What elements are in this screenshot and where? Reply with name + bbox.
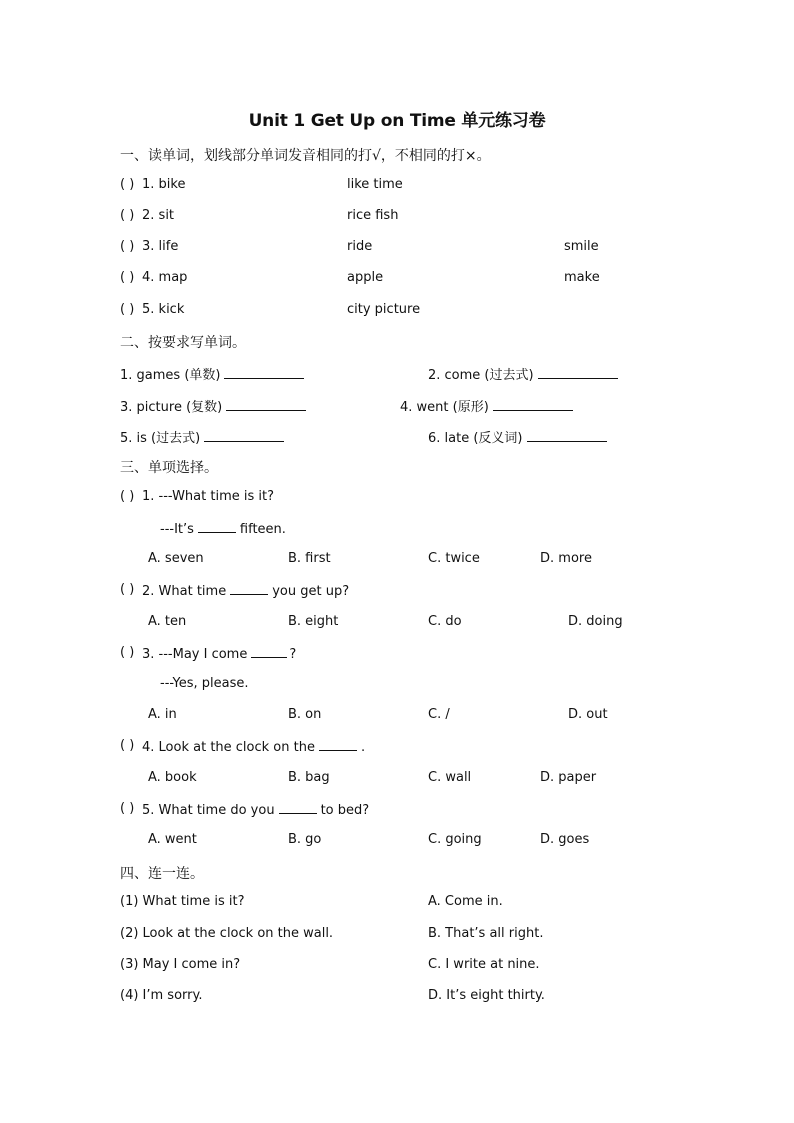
option-d[interactable]: D. doing — [568, 614, 623, 629]
section1-heading: 一、读单词，划线部分单词发音相同的打√，不相同的打×。 — [120, 148, 491, 164]
compare-word-2: make — [564, 270, 600, 285]
option-a[interactable]: A. book — [148, 770, 197, 785]
question-text: 4. Look at the clock on the . — [142, 740, 366, 755]
answer-blank[interactable] — [204, 429, 284, 442]
question-text: 3. ---May I come ? — [142, 647, 297, 662]
item-text: 4. map — [142, 270, 188, 285]
answer-paren: ( ) — [120, 208, 135, 223]
answer-blank[interactable] — [279, 801, 317, 814]
question-text: ---It’s fifteen. — [160, 522, 286, 537]
s2-item-1: 1. games (单数) — [120, 364, 304, 383]
option-b[interactable]: B. on — [288, 707, 322, 722]
s2-item-4: 4. went (原形) — [400, 396, 573, 415]
answer-paren: ( ) — [120, 177, 135, 192]
match-left-item[interactable]: (1) What time is it? — [120, 894, 245, 909]
option-c[interactable]: C. do — [428, 614, 462, 629]
option-d[interactable]: D. goes — [540, 832, 590, 847]
item-text: 5. kick — [142, 302, 185, 317]
answer-blank[interactable] — [538, 366, 618, 379]
option-c[interactable]: C. wall — [428, 770, 472, 785]
compare-word-2: smile — [564, 239, 599, 254]
item-text: 2. sit — [142, 208, 175, 223]
answer-paren: ( ) — [120, 239, 135, 254]
match-left-item[interactable]: (2) Look at the clock on the wall. — [120, 926, 334, 941]
question-text: 1. ---What time is it? — [142, 489, 274, 504]
answer-blank[interactable] — [198, 520, 236, 533]
match-right-item[interactable]: D. It’s eight thirty. — [428, 988, 545, 1003]
option-c[interactable]: C. going — [428, 832, 482, 847]
question-text: 2. What time you get up? — [142, 584, 350, 599]
question-text: ---Yes, please. — [160, 676, 249, 691]
compare-words: city picture — [347, 302, 421, 317]
match-right-item[interactable]: B. That’s all right. — [428, 926, 544, 941]
answer-blank[interactable] — [226, 398, 306, 411]
section3-heading: 三、单项选择。 — [120, 460, 218, 476]
answer-blank[interactable] — [224, 366, 304, 379]
option-d[interactable]: D. out — [568, 707, 608, 722]
section4-heading: 四、连一连。 — [120, 866, 204, 882]
option-b[interactable]: B. bag — [288, 770, 330, 785]
option-b[interactable]: B. go — [288, 832, 322, 847]
option-d[interactable]: D. paper — [540, 770, 597, 785]
answer-paren: ( ) — [120, 489, 135, 504]
answer-paren: ( ) — [120, 645, 135, 660]
s2-item-5: 5. is (过去式) — [120, 427, 284, 446]
section2-heading: 二、按要求写单词。 — [120, 335, 246, 351]
answer-blank[interactable] — [493, 398, 573, 411]
answer-paren: ( ) — [120, 582, 135, 597]
answer-blank[interactable] — [527, 429, 607, 442]
s2-item-6: 6. late (反义词) — [428, 427, 607, 446]
option-b[interactable]: B. eight — [288, 614, 339, 629]
answer-paren: ( ) — [120, 738, 135, 753]
answer-paren: ( ) — [120, 270, 135, 285]
option-c[interactable]: C. twice — [428, 551, 480, 566]
answer-paren: ( ) — [120, 801, 135, 816]
match-right-item[interactable]: C. I write at nine. — [428, 957, 540, 972]
page-title: Unit 1 Get Up on Time 单元练习卷 — [248, 111, 546, 131]
question-text: 5. What time do you to bed? — [142, 803, 370, 818]
compare-word-1: ride — [347, 239, 373, 254]
compare-word-1: apple — [347, 270, 384, 285]
answer-blank[interactable] — [230, 582, 268, 595]
option-a[interactable]: A. ten — [148, 614, 187, 629]
option-a[interactable]: A. went — [148, 832, 197, 847]
match-left-item[interactable]: (4) I’m sorry. — [120, 988, 203, 1003]
option-a[interactable]: A. seven — [148, 551, 204, 566]
item-text: 3. life — [142, 239, 179, 254]
option-c[interactable]: C. / — [428, 707, 450, 722]
option-a[interactable]: A. in — [148, 707, 177, 722]
s2-item-3: 3. picture (复数) — [120, 396, 306, 415]
match-right-item[interactable]: A. Come in. — [428, 894, 503, 909]
option-b[interactable]: B. first — [288, 551, 331, 566]
compare-words: rice fish — [347, 208, 399, 223]
s2-item-2: 2. come (过去式) — [428, 364, 618, 383]
answer-blank[interactable] — [319, 738, 357, 751]
option-d[interactable]: D. more — [540, 551, 592, 566]
answer-paren: ( ) — [120, 302, 135, 317]
answer-blank[interactable] — [251, 645, 287, 658]
compare-words: like time — [347, 177, 403, 192]
match-left-item[interactable]: (3) May I come in? — [120, 957, 241, 972]
item-text: 1. bike — [142, 177, 186, 192]
